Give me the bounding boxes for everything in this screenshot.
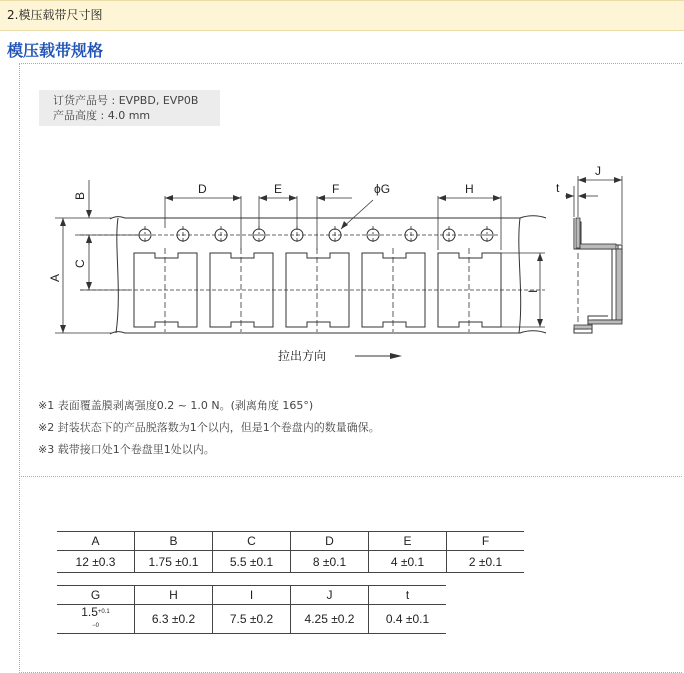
table-cell: 2 ±0.1: [447, 551, 525, 573]
table-cell: 1.75 ±0.1: [135, 551, 213, 573]
table-header: J: [291, 586, 369, 605]
table-row: [57, 605, 446, 634]
table-cell: 6.3 ±0.2: [135, 605, 213, 634]
dim-label-h: H: [465, 182, 474, 196]
table-header: E: [369, 532, 447, 551]
table-cell: 12 ±0.3: [57, 551, 135, 573]
table-header-row: [57, 532, 524, 551]
notes: [38, 395, 380, 461]
tape-top-edge: [110, 216, 546, 219]
table-cell: 5.5 ±0.1: [213, 551, 291, 573]
table-cell: 7.5 ±0.2: [213, 605, 291, 634]
tape-bottom-edge: [110, 331, 546, 334]
dimension-table-1: [57, 531, 524, 573]
dim-label-c: C: [73, 259, 87, 268]
order-number-line: 订货产品号 : EVPBD, EVP0B: [53, 94, 199, 107]
dim-label-a: A: [48, 273, 62, 282]
table-cell: 4 ±0.1: [369, 551, 447, 573]
section-header: 2.模压载带尺寸图: [0, 0, 684, 31]
table-cell: 4.25 ±0.2: [291, 605, 369, 634]
dimension-table-2: [57, 585, 446, 634]
table-row: [57, 551, 524, 573]
table-header: F: [447, 532, 525, 551]
table-header: C: [213, 532, 291, 551]
page-title: 模压载带规格: [7, 41, 104, 60]
g-value: 1.5: [81, 605, 98, 619]
pull-direction-label: 拉出方向: [278, 349, 327, 363]
dim-label-e: E: [274, 182, 283, 196]
dim-label-i: I: [526, 289, 540, 293]
panel-divider: [19, 476, 682, 477]
table-header: B: [135, 532, 213, 551]
g-tolerance: +0.1 −0: [92, 609, 110, 629]
table-cell: [57, 605, 135, 634]
tape-section-view: [574, 218, 622, 333]
dim-label-b: B: [73, 191, 87, 200]
table-header-row: [57, 586, 446, 605]
dim-label-g: ϕG: [374, 182, 391, 196]
table-header: A: [57, 532, 135, 551]
dim-label-d: D: [198, 182, 207, 196]
table-header: H: [135, 586, 213, 605]
dim-label-t: t: [556, 181, 560, 195]
table-header: G: [57, 586, 135, 605]
table-cell: 8 ±0.1: [291, 551, 369, 573]
dim-label-j: J: [595, 164, 601, 178]
product-height-line: 产品高度 : 4.0 mm: [53, 109, 151, 122]
tape-right-break: [519, 218, 521, 333]
dim-label-f: F: [332, 182, 340, 196]
table-header: I: [213, 586, 291, 605]
table-cell: 0.4 ±0.1: [369, 605, 447, 634]
table-header: D: [291, 532, 369, 551]
note-3: ※3 载带接口处1个卷盘里1处以内。: [38, 443, 215, 456]
note-2: ※2 封装状态下的产品脱落数为1个以内，但是1个卷盘内的数量确保。: [38, 421, 380, 434]
note-1: ※1 表面覆盖膜剥离强度0.2 ~ 1.0 N。(剥离角度 165°): [38, 399, 314, 412]
table-header: t: [369, 586, 447, 605]
